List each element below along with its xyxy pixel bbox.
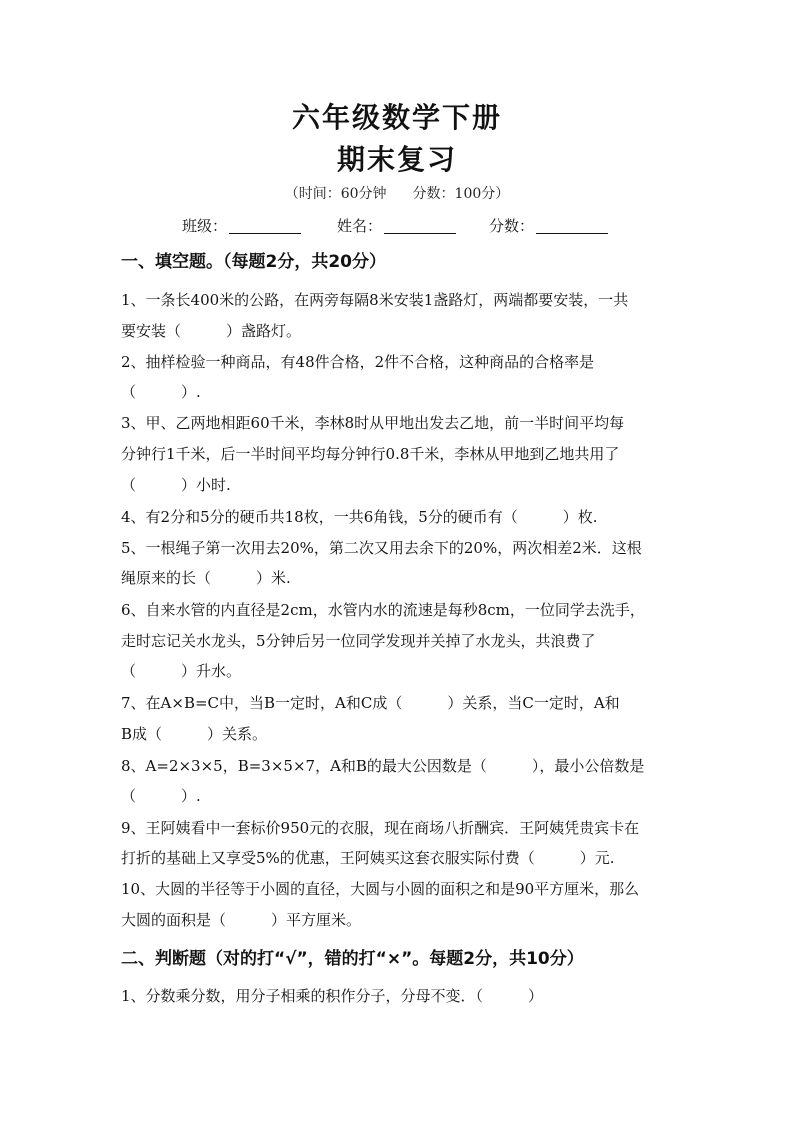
page-subtitle: 期末复习 — [336, 143, 457, 176]
question-line: 要安装（ ）盏路灯。 — [121, 322, 302, 340]
question-line: 分钟行1千米，后一半时间平均每分钟行0.8千米，李林从甲地到乙地共用了 — [121, 445, 620, 463]
page-title: 六年级数学下册 — [291, 101, 502, 134]
question-line: 10、大圆的半径等于小圆的直径，大圆与小圆的面积之和是90平方厘米，那么 — [121, 880, 640, 898]
score-blank[interactable] — [536, 217, 608, 234]
class-blank[interactable] — [229, 217, 301, 234]
question-line: B成（ ）关系。 — [121, 725, 268, 743]
class-label: 班级： — [182, 217, 228, 235]
question-line: 5、一根绳子第一次用去20%，第二次又用去余下的20%，两次相差2米．这根 — [121, 539, 642, 557]
score-info: 分数：100分） — [412, 186, 510, 202]
section-heading-fill-in: 一、填空题。（每题2分，共20分） — [121, 252, 386, 272]
question-line: （ ）小时. — [121, 476, 231, 494]
question-line: 打折的基础上又享受5%的优惠，王阿姨买这套衣服实际付费（ ）元. — [121, 849, 615, 867]
question-line: （ ）升水。 — [121, 662, 242, 680]
question-line: 1、一条长400米的公路，在两旁每隔8米安装1盏路灯，两端都要安装，一共 — [121, 291, 629, 309]
exam-meta — [0, 184, 794, 204]
name-field[interactable] — [337, 214, 456, 238]
question-line: 大圆的面积是（ ）平方厘米。 — [121, 911, 362, 929]
class-field[interactable] — [182, 214, 301, 238]
question-line: 3、甲、乙两地相距60千米，李林8时从甲地出发去乙地，前一半时间平均每 — [121, 414, 625, 432]
question-line: 9、王阿姨看中一套标价950元的衣服，现在商场八折酬宾．王阿姨凭贵宾卡在 — [121, 819, 640, 837]
time-info: （时间：60分钟 — [284, 186, 387, 202]
question-line: 8、A=2×3×5，B=3×5×7，A和B的最大公因数是（ ），最小公倍数是 — [121, 757, 645, 775]
score-label: 分数： — [489, 217, 535, 235]
question-line: 走时忘记关水龙头，5分钟后另一位同学发现并关掉了水龙头，共浪费了 — [121, 632, 596, 650]
question-line: 7、在A×B=C中，当B一定时，A和C成（ ）关系，当C一定时，A和 — [121, 694, 620, 712]
name-blank[interactable] — [384, 217, 456, 234]
question-line: （ ）. — [121, 383, 201, 401]
question-line: 1、分数乘分数，用分子相乘的积作分子，分母不变．（ ） — [121, 987, 544, 1005]
question-line: 4、有2分和5分的硬币共18枚，一共6角钱，5分的硬币有（ ）枚. — [121, 508, 598, 526]
name-label: 姓名： — [337, 217, 383, 235]
question-line: （ ）. — [121, 787, 201, 805]
section-heading-true-false: 二、判断题（对的打“√”，错的打“×”。每题2分，共10分） — [121, 949, 584, 969]
question-line: 6、自来水管的内直径是2cm，水管内水的流速是每秒8cm，一位同学去洗手， — [121, 601, 645, 619]
question-line: 2、抽样检验一种商品，有48件合格，2件不合格，这种商品的合格率是 — [121, 353, 595, 371]
score-field[interactable] — [489, 214, 608, 238]
question-line: 绳原来的长（ ）米. — [121, 569, 291, 587]
